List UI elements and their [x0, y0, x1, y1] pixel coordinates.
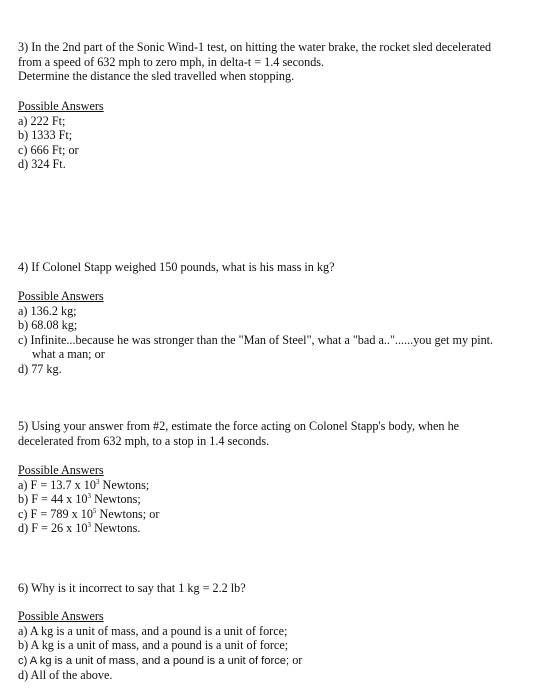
question-6-answers	[18, 609, 530, 683]
question-5	[18, 419, 530, 448]
question-5-answers	[18, 463, 530, 536]
question-3-line-1: 3) In the 2nd part of the Sonic Wind-1 test, on hitting the water brake, the rocket sled decelerated	[18, 40, 492, 54]
answer-option: c) 666 Ft; or	[18, 142, 79, 157]
answer-option: a) 136.2 kg;	[18, 303, 77, 318]
answer-option: d) 77 kg.	[18, 361, 62, 376]
possible-answers-heading: Possible Answers	[18, 463, 104, 477]
question-4-text: 4) If Colonel Stapp weighed 150 pounds, what is his mass in kg?	[18, 260, 335, 274]
question-5-line-1: 5) Using your answer from #2, estimate the force acting on Colonel Stapp's body, when he	[18, 419, 460, 433]
answer-option: a) 222 Ft;	[18, 113, 66, 128]
question-3	[18, 40, 530, 84]
question-5-line-2: decelerated from 632 mph, to a stop in 1.4 seconds.	[18, 433, 270, 448]
possible-answers-heading: Possible Answers	[18, 289, 104, 303]
question-3-line-2: from a speed of 632 mph to zero mph, in delta-t = 1.4 seconds.	[18, 54, 325, 69]
possible-answers-heading: Possible Answers	[18, 609, 104, 623]
answer-option: a) A kg is a unit of mass, and a pound is a unit of force;	[18, 623, 288, 638]
possible-answers-heading: Possible Answers	[18, 99, 104, 113]
answer-option: b) F = 44 x $10^3$ Newtons;	[18, 492, 141, 507]
answer-option: c) F = 789 x $10^5$ Newtons; or	[18, 506, 160, 521]
question-3-answers	[18, 99, 530, 172]
answer-option: d) 324 Ft.	[18, 157, 66, 172]
question-4	[18, 260, 530, 275]
question-6	[18, 581, 530, 596]
answer-option: c) A kg is a unit of mass, and a pound is a unit of force; or	[18, 652, 303, 667]
answer-option: b) 68.08 kg;	[18, 318, 78, 333]
answer-option: c) Infinite...because he was stronger than the "Man of Steel", what a "bad a.."......you get my pint.	[18, 332, 494, 347]
answer-option: d) All of the above.	[18, 668, 113, 683]
question-4-answers	[18, 289, 530, 377]
question-3-line-3: Determine the distance the sled travelled when stopping.	[18, 69, 295, 84]
answer-option: b) 1333 Ft;	[18, 128, 73, 143]
answer-option: b) A kg is a unit of mass, and a pound is a unit of force;	[18, 638, 289, 653]
question-6-text: 6) Why is it incorrect to say that 1 kg = 2.2 lb?	[18, 581, 246, 595]
answer-option: d) F = 26 x $10^3$ Newtons.	[18, 521, 141, 536]
answer-option-continuation: what a man; or	[32, 347, 105, 362]
answer-option: a) F = 13.7 x $10^3$ Newtons;	[18, 477, 150, 492]
